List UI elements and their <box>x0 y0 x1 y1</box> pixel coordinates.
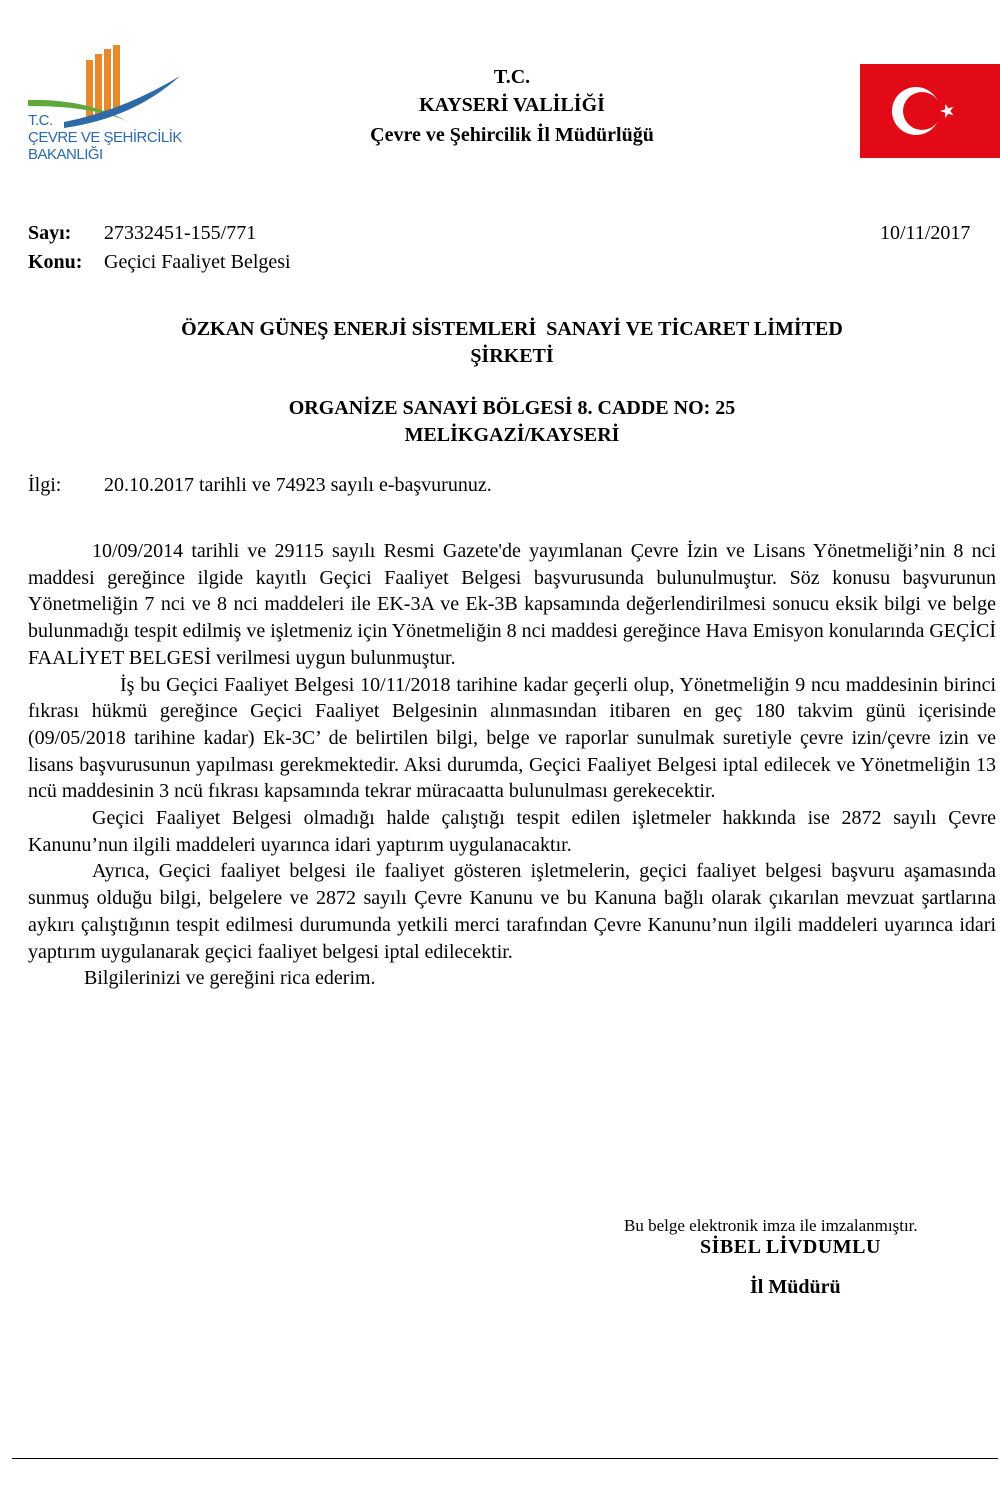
letter-body <box>28 538 996 992</box>
address-line-2: MELİKGAZİ/KAYSERİ <box>404 424 620 446</box>
konu-value: Geçici Faaliyet Belgesi <box>104 251 291 273</box>
body-paragraph-3: Geçici Faaliyet Belgesi olmadığı halde çalıştığı tespit edilen işletmeler hakkında ise 2872 sayılı Çevre Kanunu’nun ilgili maddeleri uyarınca idari yaptırım uygulanacaktır. <box>28 807 996 856</box>
ilgi-value: 20.10.2017 tarihli ve 74923 sayılı e-başvurunuz. <box>104 474 492 496</box>
header-directorate: Çevre ve Şehircilik İl Müdürlüğü <box>370 124 654 146</box>
logo-line-2: ÇEVRE VE ŞEHİRCİLİK <box>28 129 182 146</box>
body-paragraph-4: Ayrıca, Geçici faaliyet belgesi ile faaliyet gösteren işletmelerin, geçici faaliyet belgesi başvuru aşamasında sunmuş olduğu bilgi, belgelere ve 2872 sayılı Çevre Kanunu ve bu Kanuna bağlı olarak çıkarılan mevzuat şartlarına aykırı çalıştığının tespit edilmesi durumunda yetkili merci tarafından Çevre Kanunu’nun ilgili maddeleri uyarınca idari yaptırım uygulanarak geçici faaliyet belgesi iptal edilecektir. <box>28 860 996 963</box>
signatory-name: SİBEL LİVDUMLU <box>700 1236 881 1258</box>
signatory-title: İl Müdürü <box>750 1276 841 1298</box>
logo-line-1: T.C. <box>28 112 53 129</box>
document-date: 10/11/2017 <box>880 222 971 244</box>
recipient-address <box>0 395 1000 449</box>
footer-divider <box>12 1458 998 1459</box>
body-closing: Bilgilerinizi ve gereğini rica ederim. <box>84 967 376 990</box>
recipient-company <box>0 316 1000 370</box>
logo-line-3: BAKANLIĞI <box>28 146 103 163</box>
sayi-value: 27332451-155/771 <box>104 222 257 244</box>
body-paragraph-1: 10/09/2014 tarihli ve 29115 sayılı Resmi Gazete'de yayımlanan Çevre İzin ve Lisans Yönetmeliği’nin 8 nci maddesi gereğince ilgide kayıtlı Geçici Faaliyet Belgesi başvurusunda bulunulmuştur. Söz konusu başvurunun Yönetmeliğin 7 nci ve 8 nci maddeleri ile EK-3A ve Ek-3B kapsamında değerlendirilmesi sonucu eksik bilgi ve belge bulunmadığı tespit edilmiş ve işletmeniz için Yönetmeliğin 8 nci maddesi gereğince Hava Emisyon konularında GEÇİCİ FAALİYET BELGESİ verilmesi uygun bulunmuştur. <box>28 540 996 669</box>
header-tc: T.C. <box>493 66 531 88</box>
konu-label: Konu: <box>28 251 83 273</box>
company-line-1: ÖZKAN GÜNEŞ ENERJİ SİSTEMLERİ SANAYİ VE TİCARET LİMİTED <box>181 318 843 340</box>
address-line-1: ORGANİZE SANAYİ BÖLGESİ 8. CADDE NO: 25 <box>288 397 736 419</box>
body-paragraph-2: İş bu Geçici Faaliyet Belgesi 10/11/2018 tarihine kadar geçerli olup, Yönetmeliğin 9 ncu maddesinin birinci fıkrası hükmü gereğince Geçici Faaliyet Belgesinin alınmasından itibaren en geç 180 takvim günü içerisinde (09/05/2018 tarihine kadar) Ek-3C’ de belirtilen bilgi, belge ve raporlar sunulmak suretiyle çevre izin/çevre izin ve lisans başvurusunun yapılması gerekmektedir. Aksi durumda, Geçici Faaliyet Belgesi iptal edilecek ve Yönetmeliğin 13 ncü maddesinin 3 ncü fıkrası kapsamında tekrar müracaatta bulunulması gerekecektir. <box>28 673 996 803</box>
header-governorship: KAYSERİ VALİLİĞİ <box>419 94 605 116</box>
company-line-2: ŞİRKETİ <box>470 345 554 367</box>
ilgi-label: İlgi: <box>28 474 62 496</box>
sayi-label: Sayı: <box>28 222 72 244</box>
e-signature-note: Bu belge elektronik imza ile imzalanmıştır. <box>624 1216 918 1235</box>
